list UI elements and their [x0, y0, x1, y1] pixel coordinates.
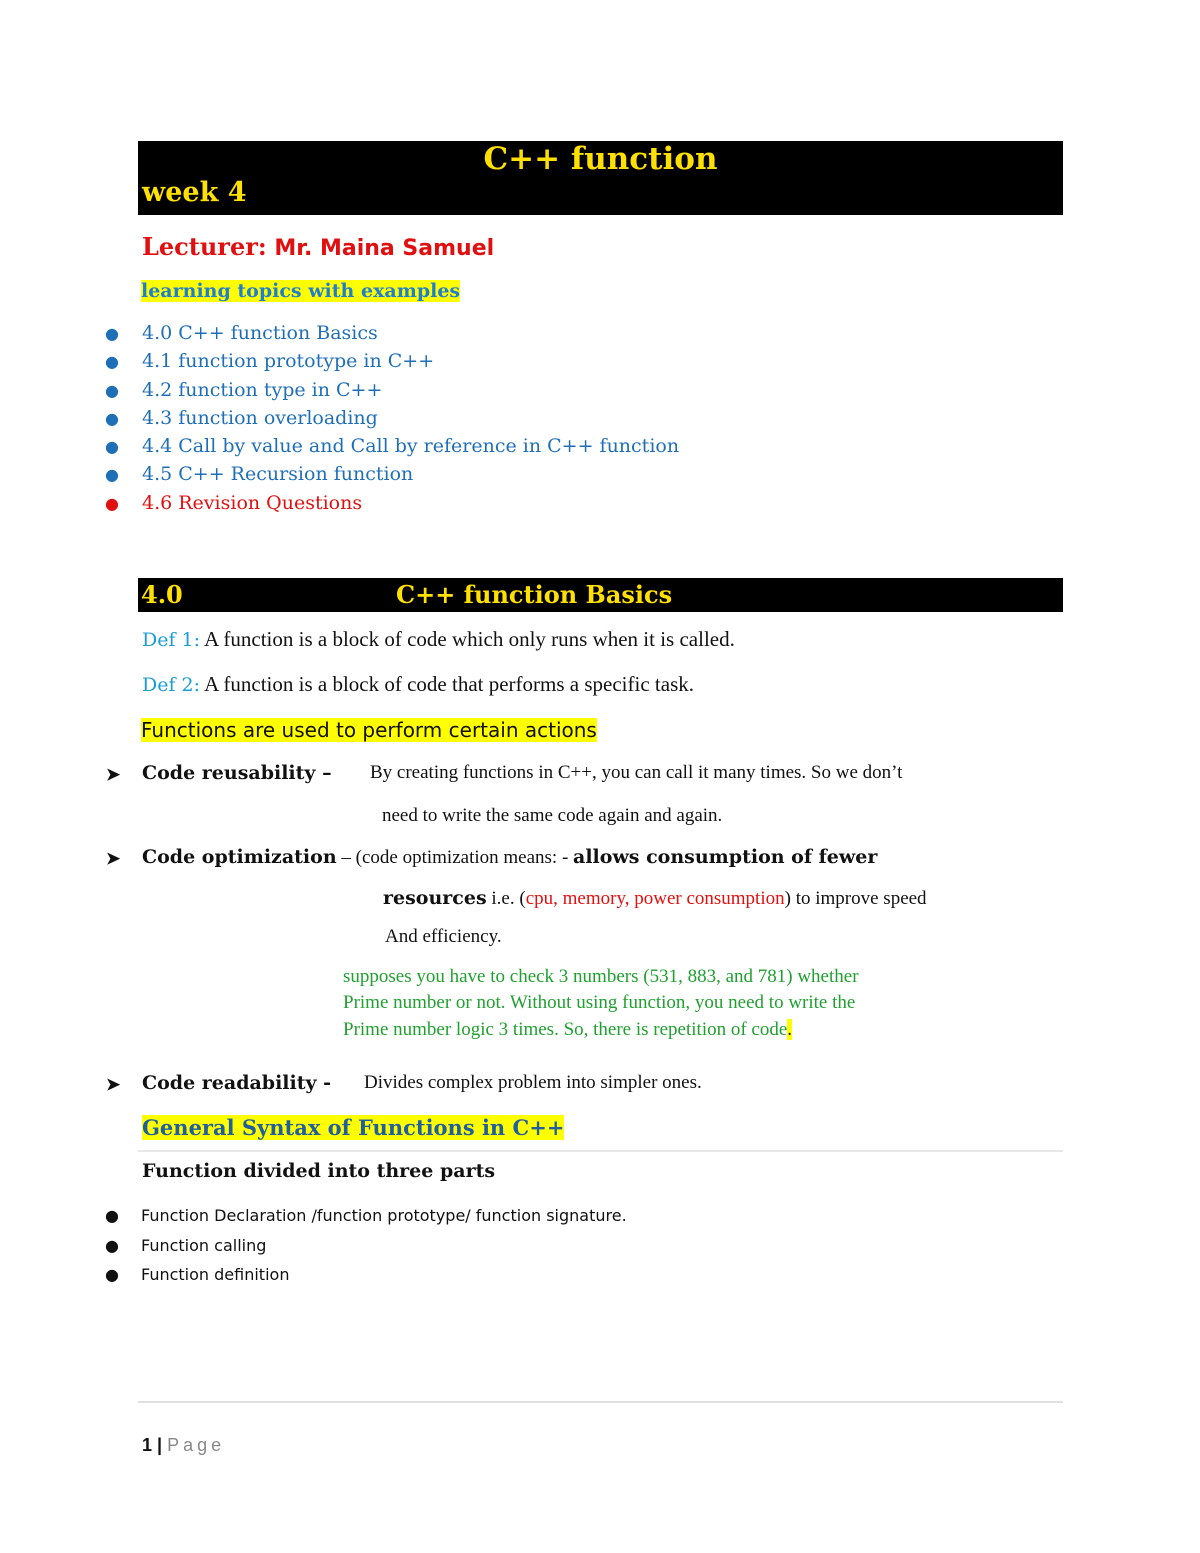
bullet-icon: ●: [105, 324, 119, 343]
page-footer: 1 | Page: [142, 1435, 226, 1455]
bullet-icon: ●: [105, 1235, 119, 1255]
optimization-line-1: Code optimization – (code optimization means: - allows consumption of fewer: [142, 846, 878, 868]
definition-2: [142, 672, 694, 697]
list-item: ● 4.3 function overloading: [105, 406, 378, 429]
topics-list: [100, 322, 679, 520]
list-item: ● 4.6 Revision Questions: [105, 491, 363, 514]
divider: [138, 1150, 1063, 1152]
definition-text: A function is a block of code which only runs when it is called.: [204, 627, 735, 651]
list-item: ● Function Declaration /function prototype/ function signature.: [105, 1206, 627, 1225]
general-syntax-heading: General Syntax of Functions in C++: [142, 1115, 565, 1140]
topics-heading: learning topics with examples: [141, 280, 461, 302]
section-number: 4.0: [141, 580, 183, 609]
page-number: 1: [142, 1435, 153, 1455]
section-banner: [138, 578, 1063, 612]
optimization-line-3: And efficiency.: [385, 926, 502, 947]
section-title: C++ function Basics: [396, 580, 673, 609]
bullet-icon: ●: [105, 408, 119, 428]
parts-list: [100, 1206, 627, 1295]
bullet-icon: ●: [105, 380, 119, 400]
definition-label: Def 2:: [142, 674, 201, 696]
example-line-2: Prime number or not. Without using function, you need to write the: [343, 992, 856, 1013]
readability-term: Code readability -: [142, 1072, 332, 1094]
reusability-line-2: need to write the same code again and again.: [382, 805, 723, 826]
readability-text: Divides complex problem into simpler ones.: [364, 1072, 702, 1093]
bullet-icon: ●: [105, 465, 119, 485]
bullet-icon: ●: [105, 437, 119, 457]
list-item: ● Function definition: [105, 1265, 290, 1285]
lecturer-label: Lecturer:: [142, 232, 267, 261]
lecturer-line: [142, 232, 494, 261]
bullet-icon: ●: [105, 352, 119, 372]
list-item: ● Function calling: [105, 1235, 267, 1255]
bullet-icon: ●: [105, 1206, 119, 1225]
arrow-bullet-icon: ➤: [106, 1075, 121, 1095]
functions-used-line: Functions are used to perform certain actions: [141, 718, 597, 742]
definition-label: Def 1:: [142, 629, 201, 651]
arrow-bullet-icon: ➤: [106, 765, 121, 785]
list-item: ● 4.5 C++ Recursion function: [105, 463, 414, 486]
document-title: C++ function: [483, 141, 718, 177]
list-item: ● 4.2 function type in C++: [105, 378, 383, 401]
reusability-term: Code reusability –: [142, 762, 332, 784]
page-word: Page: [167, 1435, 226, 1455]
arrow-bullet-icon: ➤: [106, 849, 121, 869]
reusability-line-1: By creating functions in C++, you can call it many times. So we don’t: [370, 762, 903, 783]
week-label: week 4: [142, 177, 247, 208]
example-line-1: supposes you have to check 3 numbers (531, 883, and 781) whether: [343, 966, 859, 987]
optimization-line-2: resources i.e. (cpu, memory, power consumption) to improve speed: [383, 887, 927, 909]
list-item: ● 4.1 function prototype in C++: [105, 350, 435, 373]
example-line-3: Prime number logic 3 times. So, there is repetition of code.: [343, 1019, 793, 1040]
bullet-icon: ●: [105, 1265, 119, 1285]
definition-text: A function is a block of code that performs a specific task.: [204, 672, 694, 696]
three-parts-heading: Function divided into three parts: [142, 1160, 496, 1182]
title-banner: [138, 141, 1063, 215]
list-item: ● 4.0 C++ function Basics: [105, 322, 378, 344]
footer-divider: [138, 1401, 1063, 1403]
lecturer-name: Mr. Maina Samuel: [274, 236, 495, 261]
bullet-icon: ●: [105, 493, 119, 513]
optimization-term: Code optimization: [142, 846, 337, 868]
list-item: ● 4.4 Call by value and Call by reference in C++ function: [105, 435, 680, 458]
definition-1: [142, 627, 735, 652]
